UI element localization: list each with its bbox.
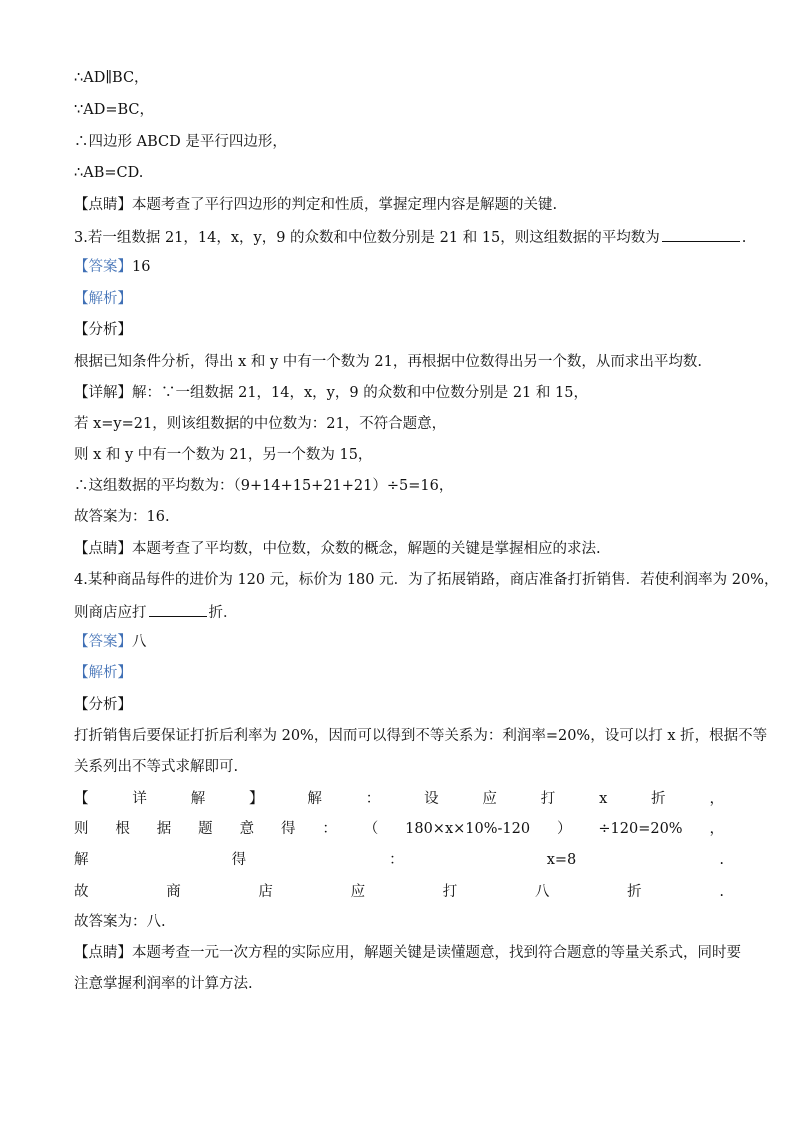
note-line <box>74 943 741 963</box>
text-line: ∴AD∥BC， <box>74 70 149 86</box>
question-4-text: 则商店应打 <box>74 605 147 621</box>
question-4-cont <box>74 602 724 623</box>
text-line: 根据已知条件分析，得出 x 和 y 中有一个数为 21，再根据中位数得出另一个数，从而求出平均数. <box>74 354 702 370</box>
justified-row <box>74 819 724 839</box>
note-tag: 【点睛】 <box>74 945 132 961</box>
row-token: 180×x×10%-120 <box>405 821 531 837</box>
row-token: 详 <box>132 791 147 807</box>
row-token: 打 <box>442 884 458 900</box>
row-token: x <box>599 791 608 807</box>
row-token: 故 <box>74 884 89 900</box>
row-token: ： <box>322 821 337 837</box>
text-line: 则 x 和 y 中有一个数为 21，另一个数为 15， <box>74 447 373 463</box>
row-token: 得 <box>231 852 247 868</box>
row-token: 打 <box>540 791 556 807</box>
text-line: 打折销售后要保证打折后利率为 20%，因而可以得到不等关系为：利润率=20%，设可以打 x 折，根据不等 <box>74 728 768 744</box>
row-token: 题 <box>198 821 213 837</box>
question-3-text: 3.若一组数据 21，14，x，y，9 的众数和中位数分别是 21 和 15，则这组数据的平均数为 <box>74 230 660 246</box>
note-line <box>74 195 724 215</box>
analysis-tag: 【解析】 <box>74 665 132 681</box>
text-line: 故答案为：八. <box>74 914 166 930</box>
row-token: 设 <box>424 791 439 807</box>
row-token: 应 <box>350 884 366 900</box>
row-token: 根 <box>115 821 130 837</box>
row-token: 商 <box>166 884 181 900</box>
question-3 <box>74 227 747 248</box>
answer-tag: 【答案】 <box>74 634 132 650</box>
row-token: 店 <box>258 884 273 900</box>
row-token: . <box>719 884 724 900</box>
note-tag: 【点睛】 <box>74 197 132 213</box>
row-token: x=8 <box>546 852 577 868</box>
row-token: 意 <box>239 821 255 837</box>
row-token: 得 <box>280 821 296 837</box>
text-line: 关系列出不等式求解即可. <box>74 759 239 775</box>
note-text: 本题考查了平行四边形的判定和性质，掌握定理内容是解题的关键. <box>132 197 558 213</box>
row-token: ） <box>556 821 572 837</box>
question-4: 4.某种商品每件的进价为 120 元，标价为 180 元．为了拓展销路，商店准备打折销售．若使利润率为 20%， <box>74 572 779 588</box>
row-token: 折 <box>651 791 666 807</box>
row-token: . <box>719 852 724 868</box>
analysis-heading: 【分析】 <box>74 697 132 713</box>
row-token: 】 <box>249 791 264 807</box>
question-3-end: . <box>741 230 747 246</box>
row-token: 解 <box>74 852 89 868</box>
note-tag: 【点睛】 <box>74 541 132 557</box>
row-token: ， <box>709 821 724 837</box>
justified-row <box>74 850 724 870</box>
row-token: 应 <box>482 791 497 807</box>
row-token: ÷120=20% <box>598 821 683 837</box>
text-line: 若 x=y=21，则该组数据的中位数为：21，不符合题意， <box>74 416 447 432</box>
analysis-heading: 【分析】 <box>74 322 132 338</box>
text-line: ∴AB=CD. <box>74 165 144 181</box>
row-token: ， <box>709 791 724 807</box>
text-line: ∴四边形 ABCD 是平行四边形， <box>74 134 287 150</box>
note-line <box>74 539 724 559</box>
answer-blank <box>149 602 207 617</box>
answer-value: 16 <box>132 259 151 275</box>
row-token: ： <box>365 791 381 807</box>
row-token: 八 <box>534 884 550 900</box>
note-text: 本题考查了平均数，中位数，众数的概念，解题的关键是掌握相应的求法. <box>132 541 601 557</box>
text-line: 注意掌握利润率的计算方法. <box>74 976 253 992</box>
row-token: 则 <box>74 821 89 837</box>
justified-row <box>74 882 724 902</box>
detail-line <box>74 383 724 403</box>
row-token: 据 <box>156 821 172 837</box>
text-line: ∵AD=BC， <box>74 102 154 118</box>
row-token: （ <box>363 821 379 837</box>
row-token: 【 <box>74 791 89 807</box>
row-token: ： <box>389 852 404 868</box>
answer-line <box>74 632 724 652</box>
answer-value: 八 <box>132 634 147 650</box>
detail-tag: 【详解】 <box>74 385 132 401</box>
answer-tag: 【答案】 <box>74 259 132 275</box>
answer-blank <box>662 227 740 242</box>
question-4-end: 折． <box>208 605 238 621</box>
row-token: 折 <box>627 884 642 900</box>
answer-line <box>74 257 724 277</box>
justified-row <box>74 789 724 809</box>
row-token: 解 <box>307 791 322 807</box>
detail-text: 解：∵一组数据 21，14，x，y，9 的众数和中位数分别是 21 和 15， <box>132 385 588 401</box>
note-text: 本题考查一元一次方程的实际应用，解题关键是读懂题意，找到符合题意的等量关系式，同时要 <box>132 945 741 961</box>
analysis-tag: 【解析】 <box>74 291 132 307</box>
text-line: 故答案为：16. <box>74 509 170 525</box>
row-token: 解 <box>190 791 206 807</box>
text-line: ∴这组数据的平均数为：（9+14+15+21+21）÷5=16， <box>74 478 454 494</box>
